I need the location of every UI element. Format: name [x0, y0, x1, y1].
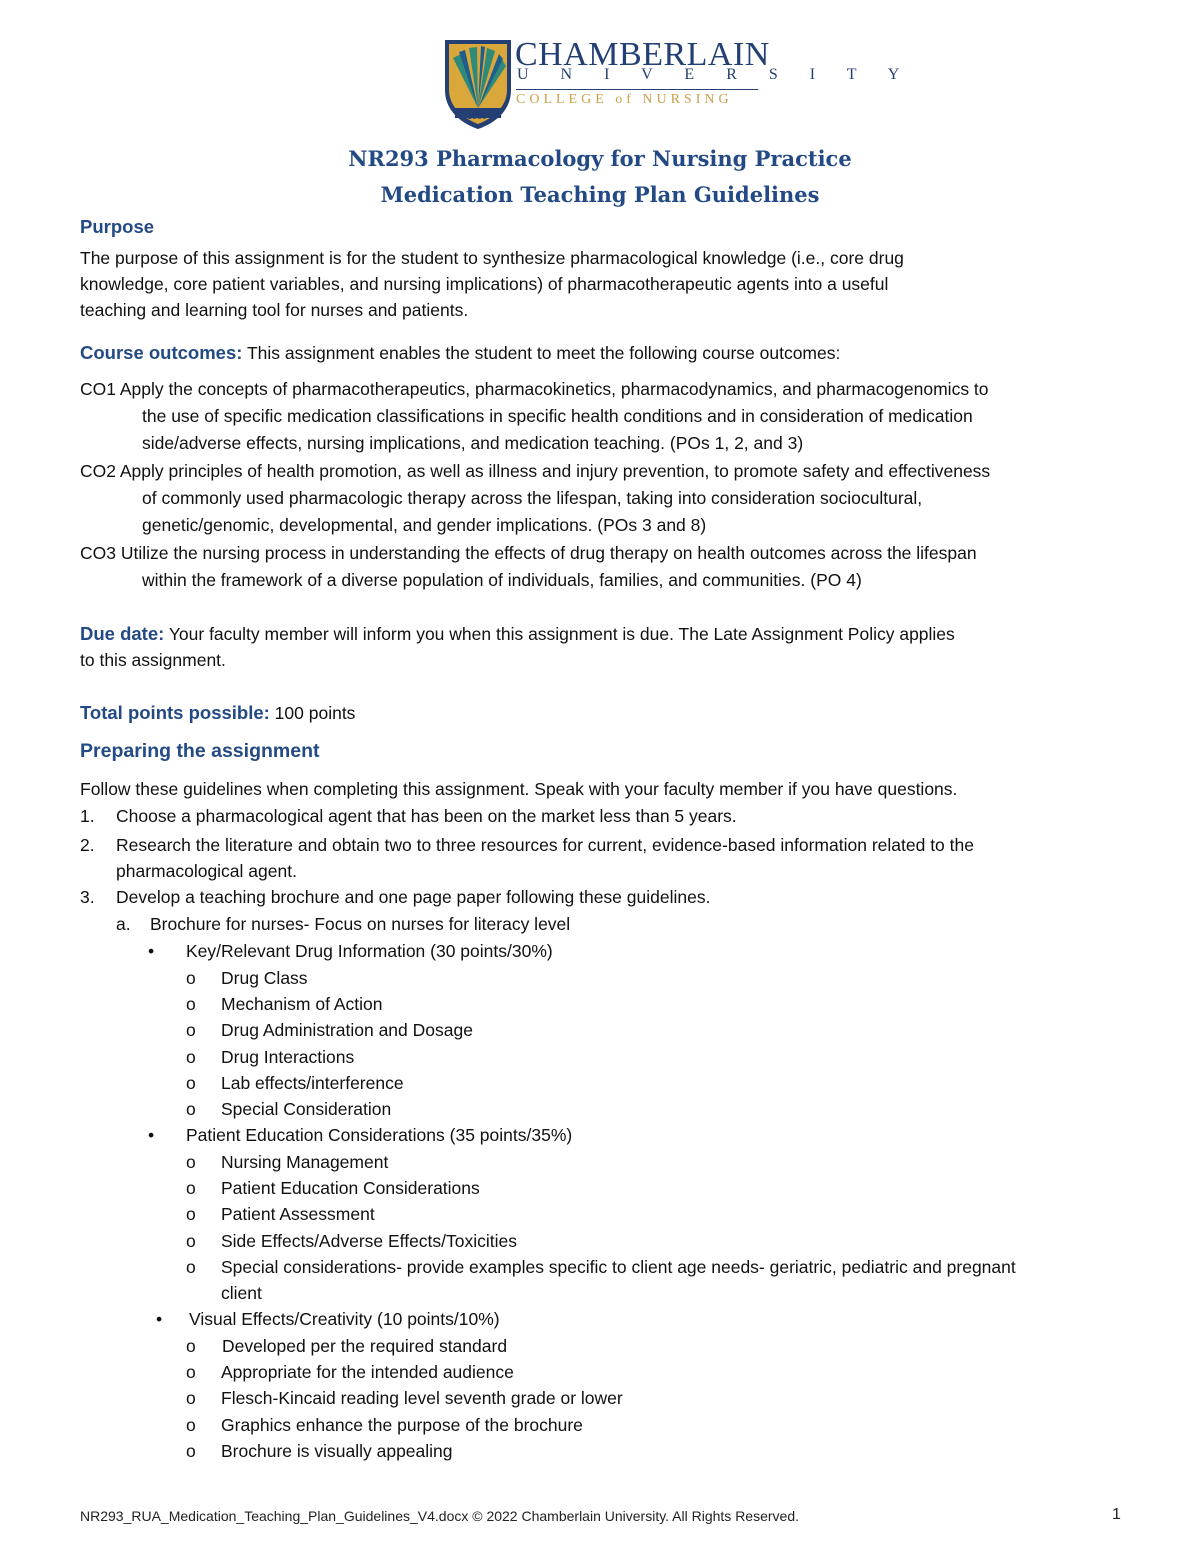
- circle-bullet-icon: o: [186, 1388, 196, 1408]
- circle-bullet-icon: o: [186, 1415, 196, 1435]
- purpose-line: knowledge, core patient variables, and nursing implications) of pharmacotherapeutic agents into a useful: [80, 274, 889, 294]
- bullet-text: Key/Relevant Drug Information (30 points/30%): [186, 941, 553, 961]
- step-number: 3.: [80, 887, 95, 907]
- outcomes-text: This assignment enables the student to meet the following course outcomes:: [246, 343, 841, 363]
- sub-bullet-text: Special considerations- provide examples specific to client age needs- geriatric, pediatric and pregnant: [221, 1257, 1016, 1277]
- circle-bullet-icon: o: [186, 1073, 196, 1093]
- total-points-value: 100 points: [274, 703, 356, 723]
- sub-bullet-text: Drug Interactions: [221, 1047, 355, 1067]
- circle-bullet-icon: o: [186, 1362, 196, 1382]
- circle-bullet-icon: o: [186, 1441, 196, 1461]
- bullet-icon: •: [148, 941, 155, 961]
- sub-bullet-text: Drug Class: [221, 968, 308, 988]
- step-text: Choose a pharmacological agent that has been on the market less than 5 years.: [116, 806, 737, 826]
- sub-bullet-text: Graphics enhance the purpose of the brochure: [221, 1415, 583, 1435]
- sub-bullet-text: Special Consideration: [221, 1099, 392, 1119]
- outcomes-label: Course outcomes:: [80, 342, 243, 363]
- circle-bullet-icon: o: [186, 1204, 196, 1224]
- outcome-line: within the framework of a diverse population of individuals, families, and communities. (PO 4): [142, 570, 862, 590]
- sub-bullet-text: Side Effects/Adverse Effects/Toxicities: [221, 1231, 518, 1251]
- logo-divider: [516, 89, 758, 90]
- total-points: [80, 699, 355, 727]
- step-text: Research the literature and obtain two to three resources for current, evidence-based information related to the: [116, 835, 974, 855]
- bullet-text: Visual Effects/Creativity (10 points/10%): [189, 1309, 500, 1329]
- purpose-line: The purpose of this assignment is for the student to synthesize pharmacological knowledge (i.e., core drug: [80, 248, 904, 268]
- sub-bullet-text: Mechanism of Action: [221, 994, 383, 1014]
- due-date-line: [80, 620, 955, 648]
- sub-item-letter: a.: [116, 914, 131, 934]
- bullet-icon: •: [156, 1309, 163, 1329]
- footer-text: NR293_RUA_Medication_Teaching_Plan_Guidelines_V4.docx © 2022 Chamberlain University. All Rights Reserved.: [80, 1508, 799, 1524]
- circle-bullet-icon: o: [186, 994, 196, 1014]
- circle-bullet-icon: o: [186, 1020, 196, 1040]
- sub-bullet-text: Appropriate for the intended audience: [221, 1362, 514, 1382]
- document-title: NR293 Pharmacology for Nursing Practice: [348, 146, 852, 171]
- course-outcome-co3: [80, 540, 977, 594]
- sub-bullet-text-cont: client: [221, 1283, 262, 1303]
- due-date-line2: to this assignment.: [80, 650, 226, 670]
- logo-subtitle: U N I V E R S I T Y: [517, 66, 914, 83]
- total-points-label: Total points possible:: [80, 702, 270, 723]
- outcome-line: genetic/genomic, developmental, and gender implications. (POs 3 and 8): [142, 515, 707, 535]
- sub-bullet-text: Lab effects/interference: [221, 1073, 404, 1093]
- circle-bullet-icon: o: [186, 1257, 196, 1277]
- bullet-text: Patient Education Considerations (35 points/35%): [186, 1125, 573, 1145]
- step-text: pharmacological agent.: [116, 861, 297, 881]
- step-text: Develop a teaching brochure and one page paper following these guidelines.: [116, 887, 711, 907]
- purpose-line: teaching and learning tool for nurses and patients.: [80, 300, 469, 320]
- sub-bullet-text: Nursing Management: [221, 1152, 389, 1172]
- sub-item-text: Brochure for nurses- Focus on nurses for literacy level: [150, 914, 571, 934]
- course-outcome-co1: [80, 376, 989, 457]
- sub-bullet-text: Flesch-Kincaid reading level seventh grade or lower: [221, 1388, 623, 1408]
- outcome-line: of commonly used pharmacologic therapy across the lifespan, taking into consideration sociocultural,: [142, 488, 923, 508]
- logo-college: COLLEGE of NURSING: [516, 92, 733, 107]
- outcome-line: CO2 Apply principles of health promotion, as well as illness and injury prevention, to promote safety and effectiveness: [80, 461, 991, 481]
- circle-bullet-icon: o: [186, 968, 196, 988]
- circle-bullet-icon: o: [186, 1152, 196, 1172]
- sub-bullet-text: Drug Administration and Dosage: [221, 1020, 473, 1040]
- sub-bullet-text: Patient Education Considerations: [221, 1178, 480, 1198]
- outcome-line: CO1 Apply the concepts of pharmacotherapeutics, pharmacokinetics, pharmacodynamics, and pharmacogenomics to: [80, 379, 989, 399]
- course-outcome-co2: [80, 458, 990, 539]
- circle-bullet-icon: o: [186, 1178, 196, 1198]
- step-number: 1.: [80, 806, 95, 826]
- outcome-line: CO3 Utilize the nursing process in understanding the effects of drug therapy on health outcomes across the lifespan: [80, 543, 977, 563]
- outcome-line: the use of specific medication classifications in specific health conditions and in consideration of medication: [142, 406, 973, 426]
- outcome-line: side/adverse effects, nursing implications, and medication teaching. (POs 1, 2, and 3): [142, 433, 804, 453]
- preparing-heading: Preparing the assignment: [80, 740, 320, 762]
- logo-year: 1889: [467, 111, 488, 121]
- sub-bullet-text: Brochure is visually appealing: [221, 1441, 453, 1461]
- document-subtitle: Medication Teaching Plan Guidelines: [380, 182, 820, 207]
- circle-bullet-icon: o: [186, 1099, 196, 1119]
- bullet-icon: •: [148, 1125, 155, 1145]
- preparing-intro: Follow these guidelines when completing this assignment. Speak with your faculty member if you have questions.: [80, 779, 958, 799]
- due-date-label: Due date:: [80, 623, 165, 644]
- circle-bullet-icon: o: [186, 1047, 196, 1067]
- outcomes-intro: [80, 339, 840, 367]
- page-number: 1: [1112, 1506, 1121, 1523]
- due-date-text: Your faculty member will inform you when this assignment is due. The Late Assignment Policy applies: [168, 624, 955, 644]
- step-number: 2.: [80, 835, 95, 855]
- purpose-heading: Purpose: [80, 216, 155, 237]
- sub-bullet-text: Patient Assessment: [221, 1204, 375, 1224]
- sub-bullet-text: Developed per the required standard: [222, 1336, 508, 1356]
- circle-bullet-icon: o: [186, 1336, 196, 1356]
- circle-bullet-icon: o: [186, 1231, 196, 1251]
- logo-name: CHAMBERLAIN: [515, 36, 770, 73]
